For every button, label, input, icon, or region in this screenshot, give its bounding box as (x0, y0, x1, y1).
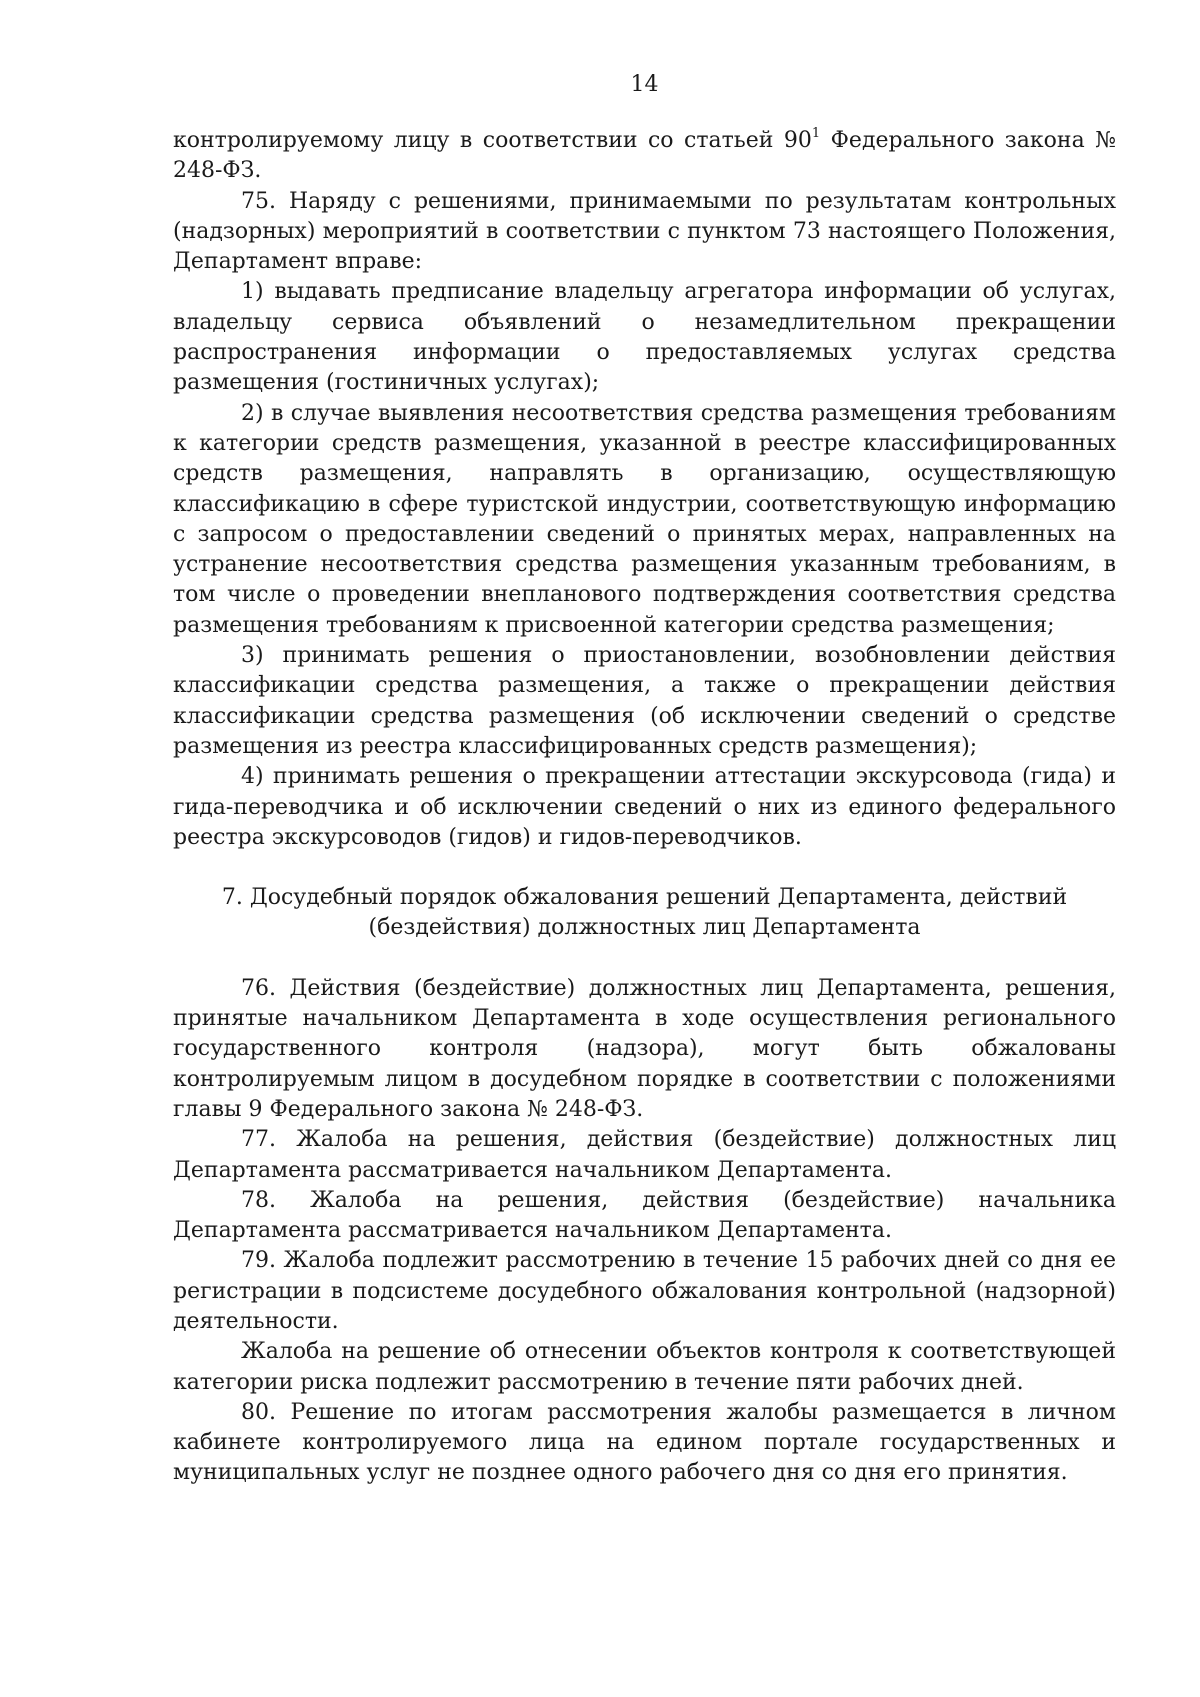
page-number: 14 (630, 72, 659, 97)
section-heading-line-2: (бездействия) должностных лиц Департамента (368, 915, 921, 941)
paragraph-78: 78. Жалоба на решения, действия (бездействие) начальника Департамента рассматривается начальником Департамента. (173, 1187, 1116, 1244)
paragraph-79: 79. Жалоба подлежит рассмотрению в течение 15 рабочих дней со дня ее регистрации в подсистеме досудебного обжалования контрольной (надзорной) деятельности. (173, 1248, 1116, 1334)
paragraph-75: 75. Наряду с решениями, принимаемыми по результатам контрольных (надзорных) мероприятий в соответствии с пунктом 73 настоящего Положения, Департамент вправе: (173, 188, 1116, 275)
paragraph-79-complaint: Жалоба на решение об отнесении объектов контроля к соответствующей категории риска подлежит рассмотрению в течение пяти рабочих дней. (173, 1339, 1116, 1395)
paragraph-item-1: 1) выдавать предписание владельцу агрегатора информации об услугах, владельцу сервиса объявлений о незамедлительном прекращении распространения информации о предоставляемых услугах средства размещения (гостиничных услугах); (173, 279, 1116, 396)
paragraph-item-2: 2) в случае выявления несоответствия средства размещения требованиям к категории средств размещения, указанной в реестре классифицированных средств размещения, направлять в организацию, осуществляющую классификацию в сфере туристской индустрии, соответствующую информацию с запросом о предоставлении сведений о принятых мерах, направленных на устранение несоответствия средства размещения указанным требованиям, в том числе о проведении внепланового подтверждения соответствия средства размещения требованиям к присвоенной категории средства размещения; (173, 400, 1116, 638)
paragraph-80: 80. Решение по итогам рассмотрения жалобы размещается в личном кабинете контролируемого лица на едином портале государственных и муниципальных услуг не позднее одного рабочего дня со дня его принятия. (173, 1399, 1116, 1486)
text-run: Федерального закона № 248-ФЗ. (173, 128, 1116, 184)
body-text (173, 126, 1116, 1489)
article-superscript: 1 (811, 126, 821, 141)
section-heading (173, 883, 1116, 944)
paragraph-77: 77. Жалоба на решения, действия (бездействие) должностных лиц Департамента рассматривается начальником Департамента. (173, 1127, 1116, 1183)
section-heading-line-1: 7. Досудебный порядок обжалования решений Департамента, действий (221, 885, 1068, 911)
paragraph-76: 76. Действия (бездействие) должностных лиц Департамента, решения, принятые начальником Департамента в ходе осуществления регионального государственного контроля (надзора), могут быть обжалованы контролируемым лицом в досудебном порядке в соответствии с положениями главы 9 Федерального закона № 248-ФЗ. (173, 975, 1116, 1122)
text-run: контролируемому лицу в соответствии со статьей 90 (173, 128, 812, 153)
paragraph-continuation (173, 126, 1116, 187)
paragraph-item-3: 3) принимать решения о приостановлении, возобновлении действия классификации средства размещения, а также о прекращении действия классификации средства размещения (об исключении сведений о средстве размещения из реестра классифицированных средств размещения); (173, 643, 1116, 759)
paragraph-item-4: 4) принимать решения о прекращении аттестации экскурсовода (гида) и гида-переводчика и об исключении сведений о них из единого федерального реестра экскурсоводов (гидов) и гидов-переводчиков. (173, 764, 1116, 850)
